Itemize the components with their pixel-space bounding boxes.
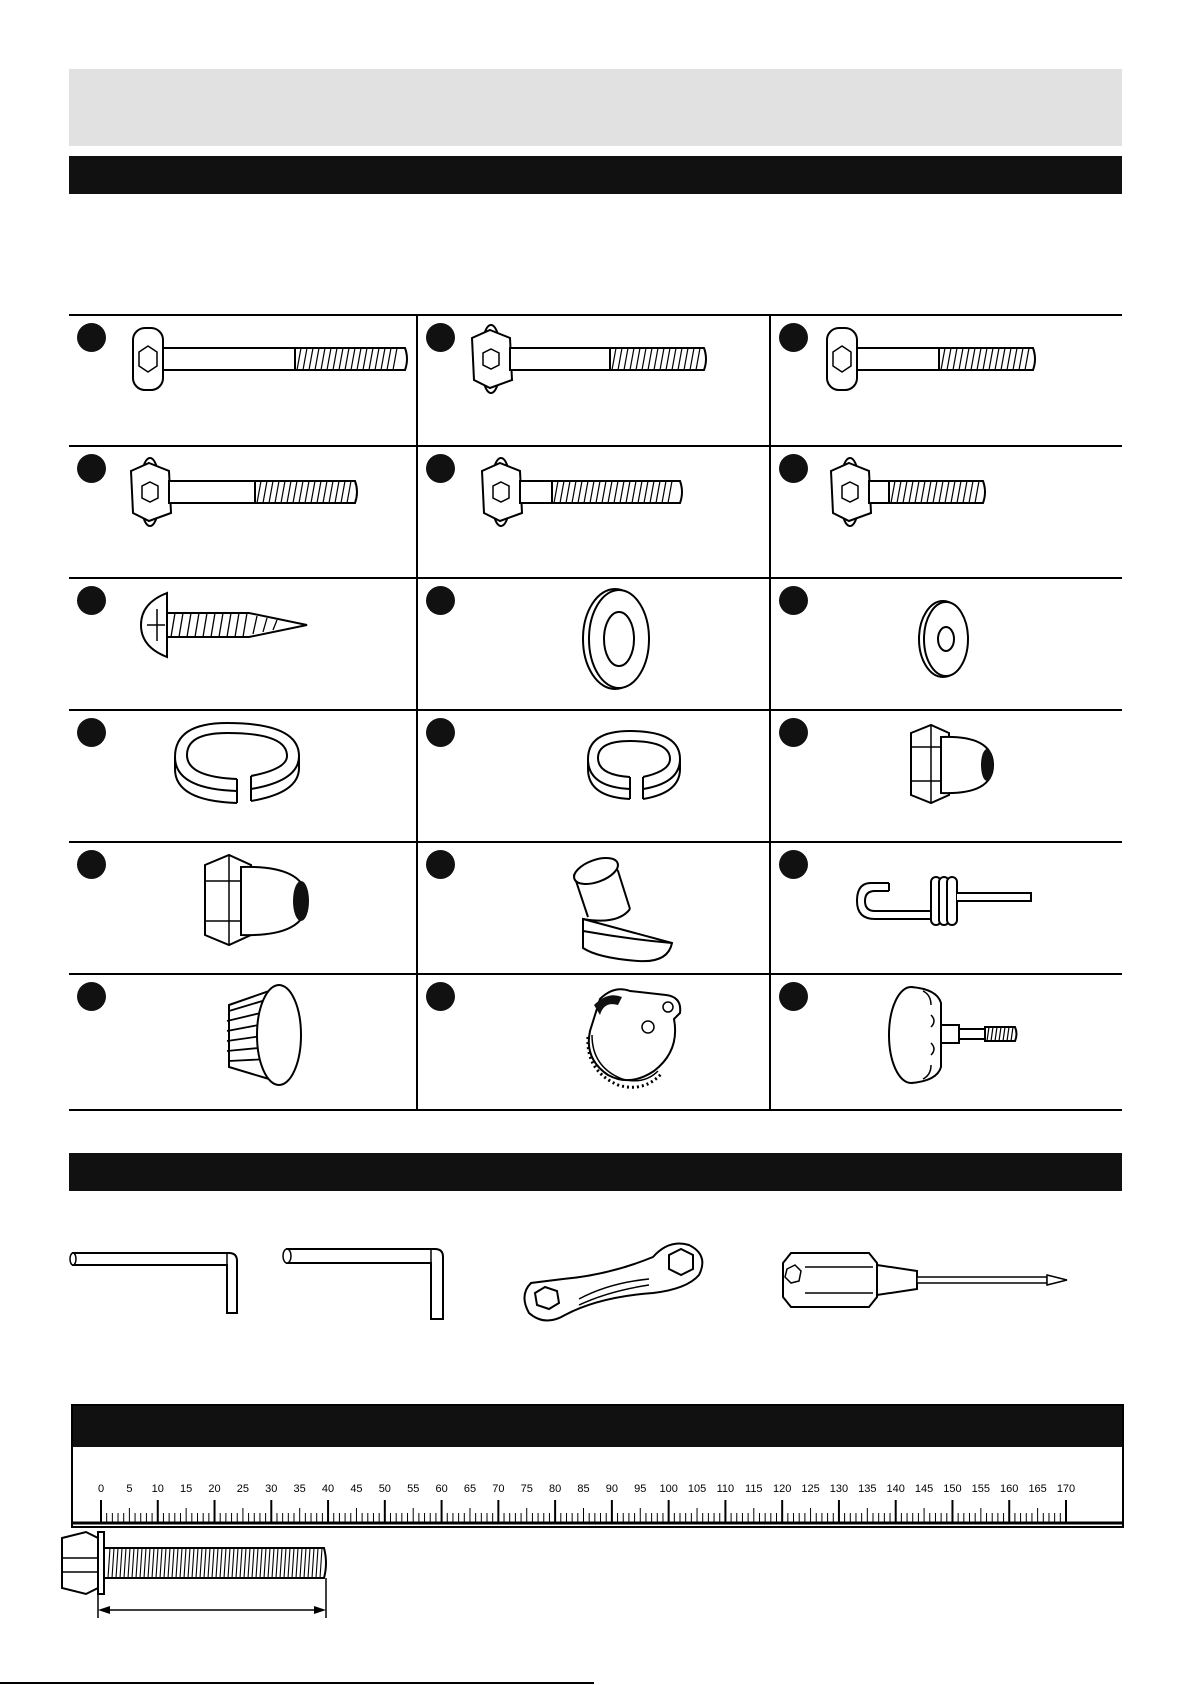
ruler-label: 115	[745, 1483, 763, 1495]
ruler-label: 155	[971, 1483, 991, 1495]
part-cell-15	[771, 843, 1121, 973]
ruler-box	[71, 1404, 1124, 1528]
flat-washer-small-icon	[771, 579, 1121, 707]
wire-hook-icon	[771, 843, 1121, 971]
part-cell-18	[771, 975, 1121, 1105]
part-cell-11	[418, 711, 768, 841]
part-cell-14	[418, 843, 768, 973]
double-hex-spanner-icon	[524, 1244, 702, 1321]
ruler-label: 120	[772, 1483, 792, 1495]
ruler-label: 160	[1000, 1483, 1019, 1495]
flat-washer-large-icon	[418, 579, 768, 707]
spring-washer-large-icon	[69, 711, 419, 839]
cap-nut-small-icon	[771, 711, 1121, 839]
allen-key-small-icon	[70, 1253, 237, 1313]
part-cell-10	[69, 711, 419, 841]
part-cell-1	[69, 316, 419, 446]
ruler-label: 135	[858, 1483, 877, 1495]
knob-screw-icon	[771, 975, 1121, 1107]
ruler-label: 80	[548, 1483, 562, 1495]
ruler-label: 165	[1028, 1483, 1047, 1495]
ruler-label: 30	[265, 1483, 278, 1495]
ruler-label: 40	[321, 1483, 335, 1495]
ruler-label: 10	[151, 1483, 164, 1495]
ruler-label: 140	[886, 1483, 905, 1495]
part-cell-3	[771, 316, 1121, 446]
ruler-label: 110	[716, 1483, 735, 1495]
sample-bolt-diagram	[58, 1528, 358, 1628]
ruler-label: 35	[293, 1483, 306, 1495]
ruler-label: 85	[577, 1483, 590, 1495]
hex-socket-bolt-icon	[69, 316, 419, 444]
ruler-label: 170	[1056, 1483, 1076, 1495]
ruler-label: 55	[407, 1483, 420, 1495]
ruler-label: 50	[378, 1483, 391, 1495]
screwdriver-icon	[783, 1253, 1067, 1307]
spring-washer-small-icon	[418, 711, 768, 839]
cap-nut-large-icon	[69, 843, 419, 971]
ruler-label: 125	[801, 1483, 820, 1495]
ruler-label: 65	[463, 1483, 477, 1495]
part-cell-6	[771, 447, 1121, 577]
end-plug-icon	[69, 975, 419, 1107]
part-cell-2	[418, 316, 768, 446]
ruler-label: 20	[208, 1483, 221, 1495]
ruler-label: 45	[350, 1483, 363, 1495]
flange-hex-bolt-short-icon	[771, 447, 1121, 575]
ruler-label: 150	[943, 1483, 962, 1495]
part-cell-4	[69, 447, 419, 577]
part-cell-9	[771, 579, 1121, 709]
ruler-scale	[73, 1406, 1122, 1526]
ruler-label: 100	[659, 1483, 678, 1495]
toothed-lever-icon	[418, 975, 768, 1107]
part-cell-13	[69, 843, 419, 973]
section-bar-parts	[69, 156, 1122, 194]
allen-key-large-icon	[283, 1249, 443, 1319]
ruler-label: 95	[634, 1483, 647, 1495]
ruler-label: 15	[180, 1483, 193, 1495]
ruler-label: 145	[914, 1483, 934, 1495]
part-cell-12	[771, 711, 1121, 841]
part-cell-17	[418, 975, 768, 1105]
wood-screw-icon	[69, 579, 419, 707]
parts-grid	[69, 314, 1122, 1111]
ruler-ticks	[73, 1500, 1122, 1523]
ruler-label: 75	[520, 1483, 533, 1495]
flange-hex-bolt-icon	[418, 316, 768, 444]
ruler-label: 5	[126, 1483, 133, 1495]
ruler-label: 90	[605, 1483, 619, 1495]
footer-rule	[0, 1682, 594, 1684]
ruler-label: 0	[97, 1483, 105, 1495]
hex-socket-bolt-short-icon	[771, 316, 1121, 444]
ruler-label: 70	[492, 1483, 505, 1495]
ruler-label: 25	[236, 1483, 250, 1495]
ruler-labels	[98, 1483, 1075, 1495]
ruler-label: 60	[435, 1483, 448, 1495]
ruler-label: 105	[687, 1483, 707, 1495]
part-cell-5	[418, 447, 768, 577]
flange-hex-bolt-medium-icon	[69, 447, 419, 575]
ruler-label: 130	[829, 1483, 849, 1495]
tools-row	[69, 1235, 1122, 1345]
part-cell-7	[69, 579, 419, 709]
flange-hex-bolt-medium-icon	[418, 447, 768, 575]
part-cell-16	[69, 975, 419, 1105]
header-band	[69, 69, 1122, 146]
part-cell-8	[418, 579, 768, 709]
section-bar-tools	[69, 1153, 1122, 1191]
angled-sleeve-icon	[418, 843, 768, 971]
